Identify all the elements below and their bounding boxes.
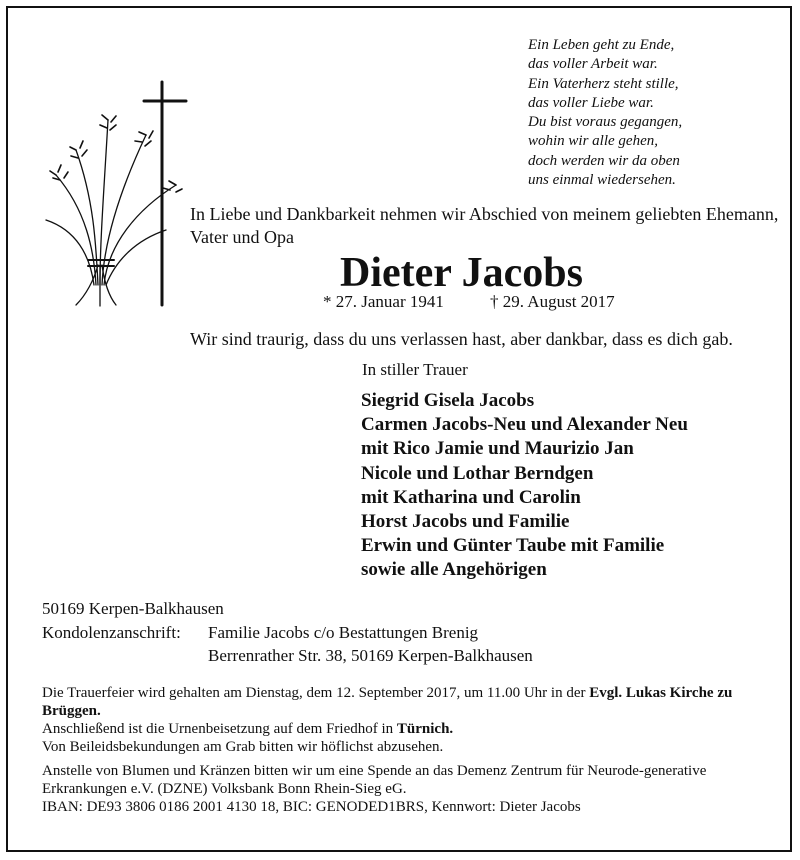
condolence-address-line1: Familie Jacobs c/o Bestattungen Brenig xyxy=(208,622,479,642)
intro-text: In Liebe und Dankbarkeit nehmen wir Abschied von meinem geliebten Ehemann, Vater und Opa xyxy=(190,204,779,247)
poem-line: uns einmal wiedersehen. xyxy=(528,172,676,189)
deceased-name: Dieter Jacobs xyxy=(340,250,583,296)
poem-line: wohin wir alle gehen, xyxy=(528,133,658,150)
mourner: Nicole und Lothar Berndgen xyxy=(361,462,594,484)
bank-details: IBAN: DE93 3806 0186 2001 4130 18, BIC: GENODED1BRS, Kennwort: Dieter Jacobs xyxy=(42,799,581,815)
urn-note xyxy=(42,720,782,738)
notes-block xyxy=(42,684,782,816)
condolence-address-line2: Berrenrather Str. 38, 50169 Kerpen-Balkhausen xyxy=(208,646,533,665)
ceremony-text: Die Trauerfeier wird gehalten am Dienstag, dem 12. September 2017, um 11.00 Uhr in der xyxy=(42,685,590,701)
ceremony-note xyxy=(42,684,782,720)
poem-line: doch werden wir da oben xyxy=(528,152,680,169)
poem-line: das voller Arbeit war. xyxy=(528,56,658,73)
place: 50169 Kerpen-Balkhausen xyxy=(42,599,224,618)
mourner: Erwin und Günter Taube mit Familie xyxy=(361,535,665,557)
condolence-label: Kondolenzanschrift: xyxy=(42,622,181,642)
mourner: Siegrid Gisela Jacobs xyxy=(361,390,535,411)
poem xyxy=(528,36,778,190)
condolences-note: Von Beileidsbekundungen am Grab bitten wir höflichst abzusehen. xyxy=(42,739,444,755)
donation-note: Anstelle von Blumen und Kränzen bitten wir um eine Spende an das Demenz Zentrum für Neurode-generative Erkrankungen e.V. (DZNE) Volksbank Bonn Rhein-Sieg eG. xyxy=(42,763,707,797)
address-block xyxy=(42,597,533,668)
ceremony-place: Evgl. Lukas Kirche zu Brüggen. xyxy=(42,685,733,719)
mourner: mit Rico Jamie und Maurizio Jan xyxy=(361,438,634,460)
poem-line: Ein Leben geht zu Ende, xyxy=(528,37,675,53)
mourners-list xyxy=(361,389,688,583)
birth-date: * 27. Januar 1941 xyxy=(323,292,444,311)
mourner: Horst Jacobs und Familie xyxy=(361,510,570,532)
mourner: mit Katharina und Carolin xyxy=(361,486,581,508)
mourner: Carmen Jacobs-Neu und Alexander Neu xyxy=(361,414,688,436)
quote: Wir sind traurig, dass du uns verlassen hast, aber dankbar, dass es dich gab. xyxy=(190,329,733,349)
poem-line: das voller Liebe war. xyxy=(528,94,654,111)
poem-line: Ein Vaterherz steht stille, xyxy=(528,75,679,92)
urn-text: Anschließend ist die Urnenbeisetzung auf dem Friedhof in xyxy=(42,721,397,737)
wheat-cross-icon xyxy=(36,80,196,310)
death-date: † 29. August 2017 xyxy=(490,292,615,311)
urn-place: Türnich. xyxy=(396,721,454,737)
mourner: sowie alle Angehörigen xyxy=(361,559,547,581)
poem-line: Du bist voraus gegangen, xyxy=(528,114,683,131)
mourning-label: In stiller Trauer xyxy=(362,360,468,379)
